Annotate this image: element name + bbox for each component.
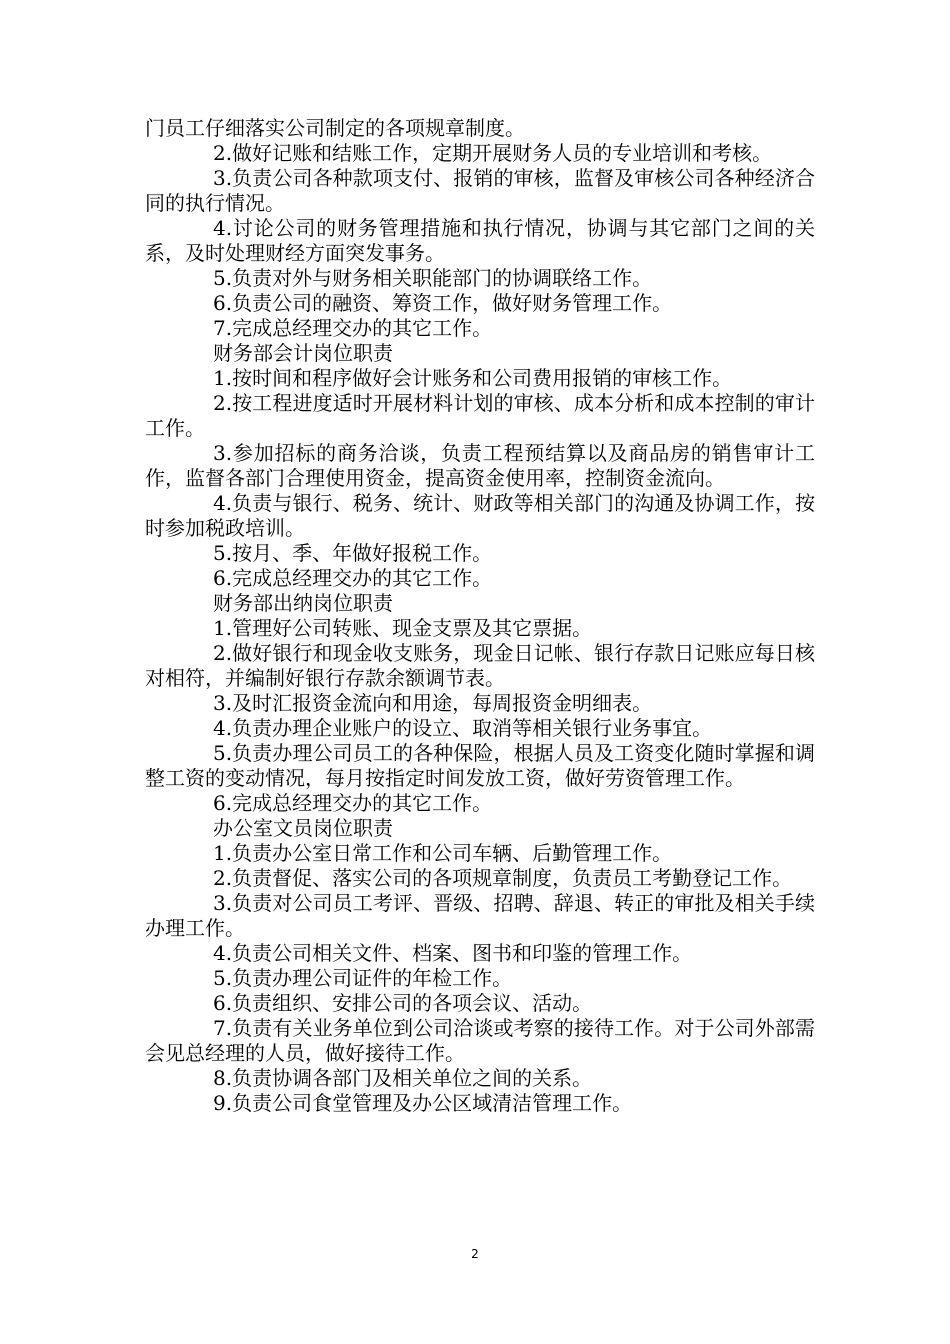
paragraph: 8.负责协调各部门及相关单位之间的关系。 (213, 1066, 593, 1090)
paragraph: 4.讨论公司的财务管理措施和执行情况，协调与其它部门之间的关系，及时处理财经方面突发事务。 (145, 216, 815, 265)
paragraph: 7.完成总经理交办的其它工作。 (213, 316, 493, 340)
paragraph: 1.按时间和程序做好会计账务和公司费用报销的审核工作。 (213, 366, 733, 390)
paragraph: 5.负责办理公司员工的各种保险，根据人员及工资变化随时掌握和调整工资的变动情况，每月按指定时间发放工资，做好劳资管理工作。 (145, 741, 815, 790)
paragraph: 6.负责组织、安排公司的各项会议、活动。 (213, 991, 593, 1015)
paragraph: 2.做好银行和现金收支账务，现金日记帐、银行存款日记账应每日核对相符，并编制好银行存款余额调节表。 (145, 641, 815, 690)
paragraph: 办公室文员岗位职责 (213, 816, 393, 840)
paragraph: 6.完成总经理交办的其它工作。 (213, 566, 493, 590)
paragraph: 7.负责有关业务单位到公司洽谈或考察的接待工作。对于公司外部需会见总经理的人员，做好接待工作。 (145, 1016, 815, 1065)
paragraph: 9.负责公司食堂管理及办公区域清洁管理工作。 (213, 1091, 633, 1115)
paragraph: 4.负责与银行、税务、统计、财政等相关部门的沟通及协调工作，按时参加税政培训。 (145, 491, 815, 540)
paragraph: 2.负责督促、落实公司的各项规章制度，负责员工考勤登记工作。 (213, 866, 793, 890)
paragraph: 3.负责对公司员工考评、晋级、招聘、辞退、转正的审批及相关手续办理工作。 (145, 891, 815, 940)
paragraph: 5.负责对外与财务相关职能部门的协调联络工作。 (213, 266, 653, 290)
paragraph: 门员工仔细落实公司制定的各项规章制度。 (145, 116, 525, 140)
paragraph: 1.管理好公司转账、现金支票及其它票据。 (213, 616, 593, 640)
document-body (145, 116, 815, 1116)
paragraph: 2.做好记账和结账工作，定期开展财务人员的专业培训和考核。 (213, 141, 773, 165)
paragraph: 3.参加招标的商务洽谈，负责工程预结算以及商品房的销售审计工作，监督各部门合理使用资金，提高资金使用率，控制资金流向。 (145, 441, 815, 490)
page-number: 2 (471, 1247, 479, 1261)
paragraph: 1.负责办公室日常工作和公司车辆、后勤管理工作。 (213, 841, 673, 865)
paragraph: 6.完成总经理交办的其它工作。 (213, 791, 493, 815)
paragraph: 4.负责公司相关文件、档案、图书和印鉴的管理工作。 (213, 941, 693, 965)
paragraph: 5.负责办理公司证件的年检工作。 (213, 966, 513, 990)
paragraph: 3.及时汇报资金流向和用途，每周报资金明细表。 (213, 691, 653, 715)
paragraph: 3.负责公司各种款项支付、报销的审核，监督及审核公司各种经济合同的执行情况。 (145, 166, 815, 215)
paragraph: 4.负责办理企业账户的设立、取消等相关银行业务事宜。 (213, 716, 713, 740)
paragraph: 财务部会计岗位职责 (213, 341, 393, 365)
paragraph: 6.负责公司的融资、筹资工作，做好财务管理工作。 (213, 291, 673, 315)
paragraph: 5.按月、季、年做好报税工作。 (213, 541, 493, 565)
paragraph: 2.按工程进度适时开展材料计划的审核、成本分析和成本控制的审计工作。 (145, 391, 815, 440)
paragraph: 财务部出纳岗位职责 (213, 591, 393, 615)
